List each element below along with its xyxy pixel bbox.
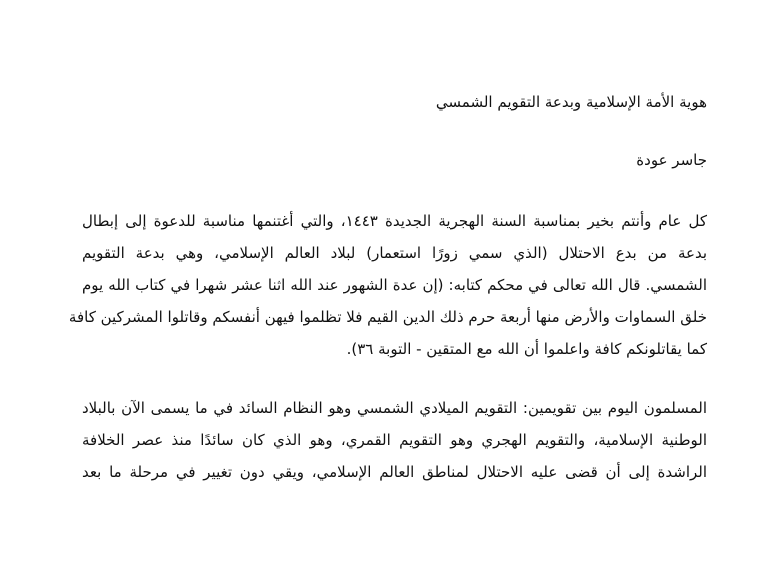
paragraph-line: المسلمون اليوم بين تقويمين: التقويم الميلادي الشمسي وهو النظام السائد في ما يسمى الآن بالبلاد: [82, 399, 707, 417]
paragraph-line: بدعة من بدع الاحتلال (الذي سمي زورًا استعمار) لبلاد العالم الإسلامي، وهي بدعة التقويم: [82, 244, 707, 262]
paragraph-line: الراشدة إلى أن قضى عليه الاحتلال لمناطق العالم الإسلامي، ويقي دون تغيير في مرحلة ما بعد: [82, 463, 707, 481]
paragraph-line: كما يقاتلونكم كافة واعلموا أن الله مع المتقين - التوبة ٣٦).: [346, 340, 707, 358]
article-author: جاسر عودة: [636, 151, 707, 169]
article-title: هوية الأمة الإسلامية وبدعة التقويم الشمسي: [435, 93, 707, 111]
paragraph-line: الشمسي. قال الله تعالى في محكم كتابه: (إن عدة الشهور عند الله اثنا عشر شهرا في كتاب الله يوم: [82, 276, 707, 294]
paragraph-line: الوطنية الإسلامية، والتقويم الهجري وهو التقويم القمري، وهو الذي كان سائدًا منذ عصر الخلافة: [82, 431, 707, 449]
article-body: [68, 88, 707, 488]
paragraph-1: [68, 205, 707, 365]
paragraph-2: [82, 392, 707, 488]
paragraph-line: كل عام وأنتم بخير بمناسبة السنة الهجرية الجديدة ١٤٤٣، والتي أغتنمها مناسبة للدعوة إلى إبطال: [82, 212, 707, 230]
paragraph-line: خلق السماوات والأرض منها أربعة حرم ذلك الدين القيم فلا تظلموا فيهن أنفسكم وقاتلوا المشركين كافة: [68, 308, 707, 326]
